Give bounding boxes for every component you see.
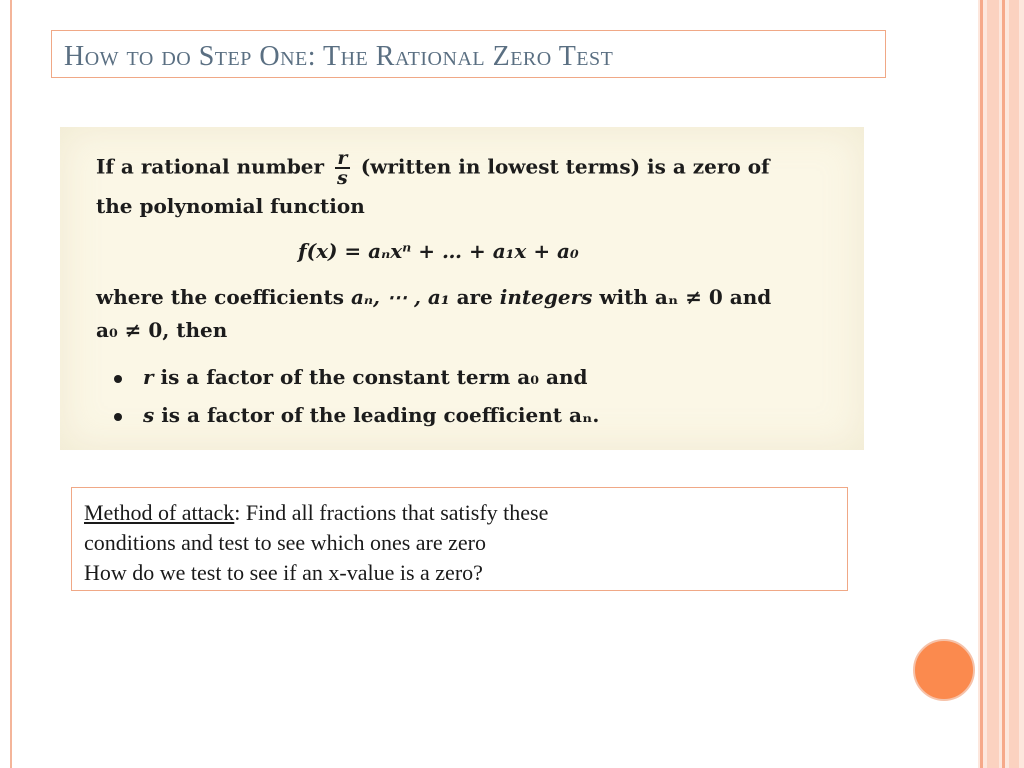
bullet-item-2 <box>114 403 599 427</box>
title-box <box>51 30 886 78</box>
coefficients: aₙ, ⋯ , a₁ <box>350 285 450 309</box>
theorem-text: If a rational number <box>96 154 325 179</box>
theorem-text: (written in lowest terms) is a zero of <box>360 154 770 179</box>
integers-word: integers <box>499 285 593 309</box>
method-line-2: conditions and test to see which ones are zero <box>84 530 486 555</box>
fraction-r-over-s <box>335 149 350 187</box>
fraction-numerator: r <box>335 149 350 169</box>
fraction-denominator: s <box>337 167 348 189</box>
variable-r: r <box>142 365 154 389</box>
method-label: Method of attack <box>84 500 235 525</box>
theorem-line-1 <box>96 149 770 187</box>
theorem-line-4 <box>96 285 771 309</box>
stripe <box>980 0 983 768</box>
polynomial-equation: f(x) = aₙxⁿ + … + a₁x + a₀ <box>298 239 579 263</box>
method-of-attack-box <box>71 487 848 591</box>
method-line-1: : Find all fractions that satisfy these <box>234 500 549 525</box>
stripe <box>1002 0 1005 768</box>
decorative-circle <box>913 639 975 701</box>
stripe <box>1009 0 1019 768</box>
bullet-icon <box>114 413 122 421</box>
variable-s: s <box>142 403 155 427</box>
textbook-excerpt-image <box>60 127 864 450</box>
method-question: How do we test to see if an x-value is a zero? <box>84 560 483 585</box>
stripe <box>987 0 999 768</box>
slide-title: How to do Step One: The Rational Zero Test <box>64 41 614 72</box>
bullet-icon <box>114 375 122 383</box>
theorem-text: are <box>456 285 493 309</box>
theorem-text: with aₙ ≠ 0 and <box>599 285 772 309</box>
left-border-line <box>10 0 12 768</box>
theorem-line-5: a₀ ≠ 0, then <box>96 318 228 342</box>
theorem-text: where the coefficients <box>96 285 344 309</box>
decorative-stripes <box>978 0 1024 768</box>
bullet-item-1 <box>114 365 587 389</box>
theorem-line-2: the polynomial function <box>96 194 365 218</box>
bullet-text: is a factor of the constant term a₀ and <box>160 365 588 389</box>
bullet-text: is a factor of the leading coefficient aₙ. <box>161 403 600 427</box>
